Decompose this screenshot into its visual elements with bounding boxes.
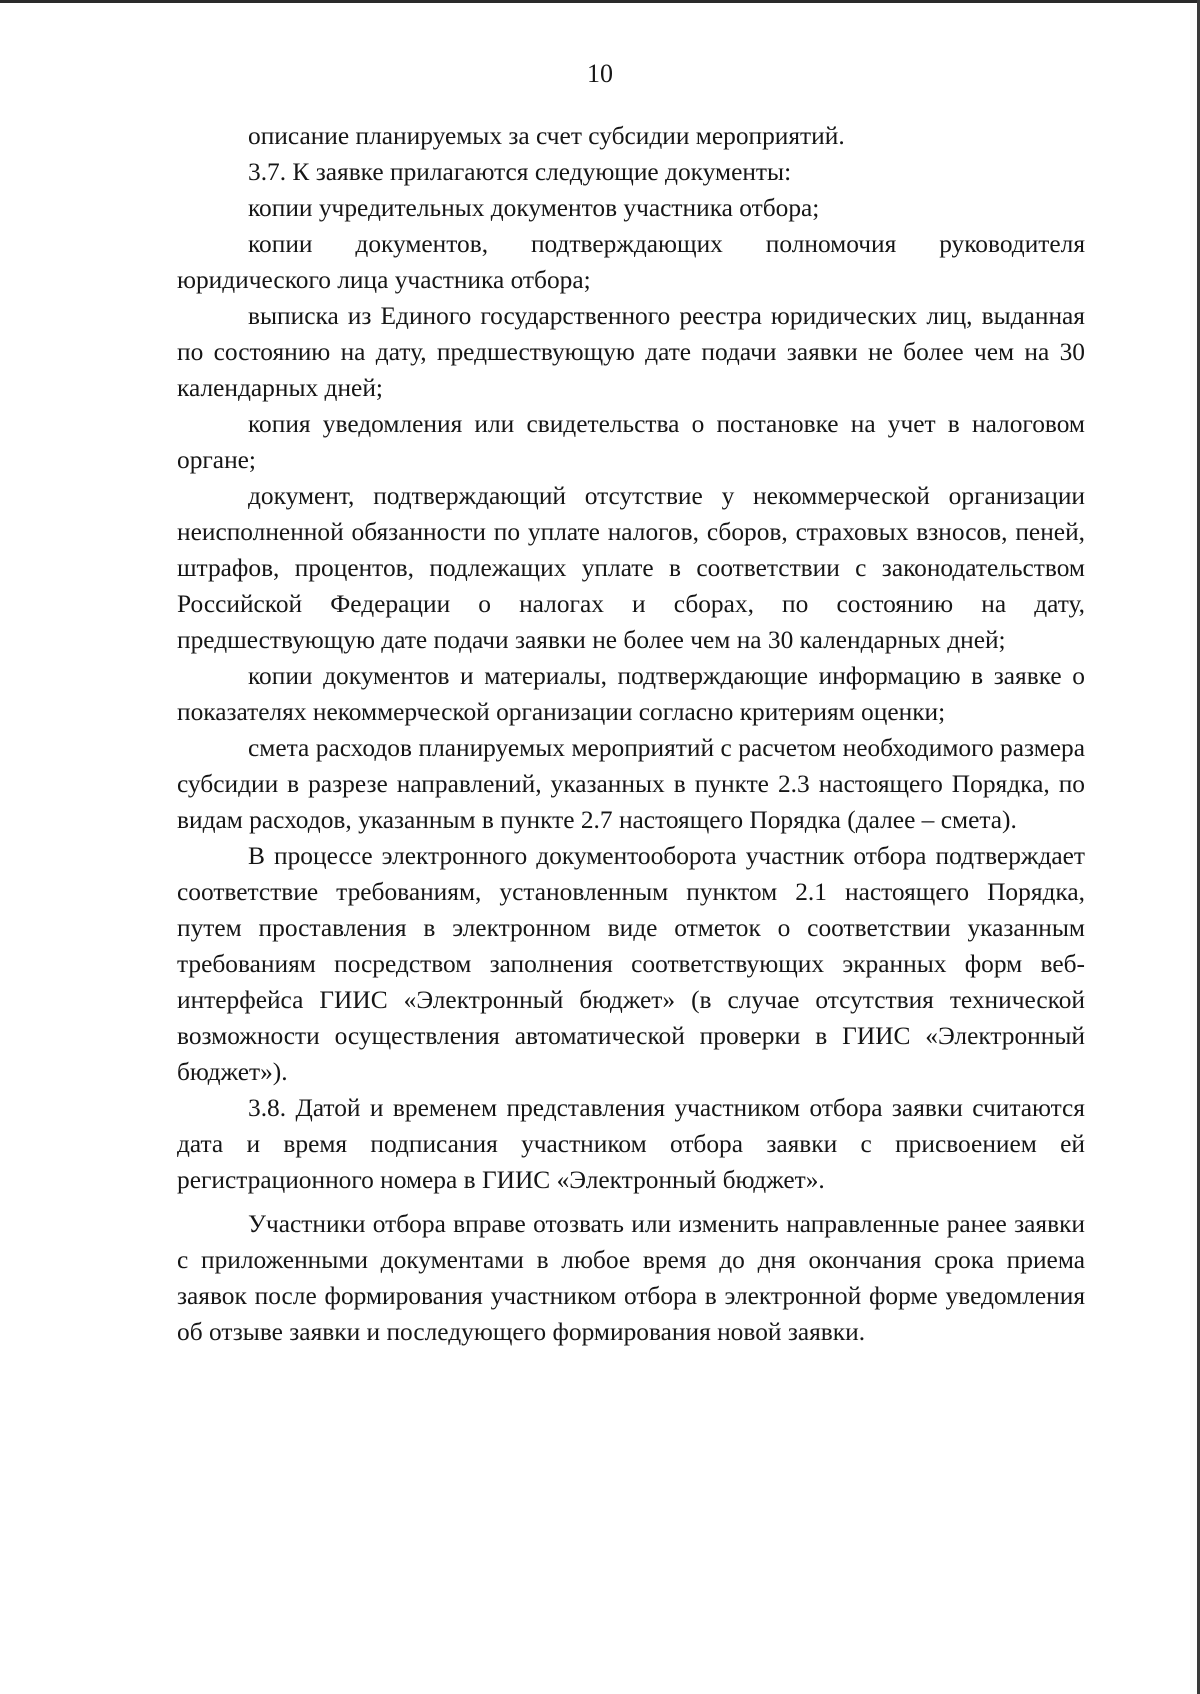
paragraph-3-8-submission-time: 3.8. Датой и временем представления участником отбора заявки считаются дата и время подписания участником отбора заявки с присвоением ей регистрационного номера в ГИИС «Электронный бюджет».	[177, 1094, 1085, 1194]
paragraph-no-tax-debt: документ, подтверждающий отсутствие у некоммерческой организации неисполненной обязанности по уплате налогов, сборов, страховых взносов, пеней, штрафов, процентов, подлежащих уплате в соответствии с законодательством Российской Федерации о налогах и сборах, по состоянию на дату, предшествующую дате подачи заявки не более чем на 30 календарных дней;	[177, 482, 1085, 654]
paragraph-founding-documents: копии учредительных документов участника отбора;	[248, 194, 820, 222]
paragraph-authority-documents: копии документов, подтверждающих полномочия руководителя юридического лица участника отбора;	[177, 230, 1085, 294]
page-number: 10	[587, 59, 613, 88]
paragraph-withdrawal: Участники отбора вправе отозвать или изменить направленные ранее заявки с приложенными документами в любое время до дня окончания срока приема заявок после формирования участником отбора в электронной форме уведомления об отзыве заявки и последующего формирования новой заявки.	[177, 1210, 1085, 1346]
paragraph-3-7-heading: 3.7. К заявке прилагаются следующие документы:	[248, 158, 792, 186]
paragraph-cost-estimate: смета расходов планируемых мероприятий с расчетом необходимого размера субсидии в разрезе направлений, указанных в пункте 2.3 настоящего Порядка, по видам расходов, указанным в пункте 2.7 настоящего Порядка (далее – смета).	[177, 734, 1085, 834]
paragraph-electronic-confirmation: В процессе электронного документооборота участник отбора подтверждает соответствие требованиям, установленным пунктом 2.1 настоящего Порядка, путем проставления в электронном виде отметок о соответствии указанным требованиям посредством заполнения соответствующих экранных форм веб-интерфейса ГИИС «Электронный бюджет» (в случае отсутствия технической возможности осуществления автоматической проверки в ГИИС «Электронный бюджет»).	[177, 842, 1085, 1086]
paragraph-criteria-materials: копии документов и материалы, подтверждающие информацию в заявке о показателях некоммерческой организации согласно критериям оценки;	[177, 662, 1085, 726]
scan-edge-top	[0, 0, 1200, 3]
paragraph-registry-extract: выписка из Единого государственного реестра юридических лиц, выданная по состоянию на дату, предшествующую дате подачи заявки не более чем на 30 календарных дней;	[177, 302, 1085, 402]
document-body	[177, 118, 1085, 1350]
paragraph-subsidy-description: описание планируемых за счет субсидии мероприятий.	[248, 122, 845, 150]
paragraph-tax-registration: копия уведомления или свидетельства о постановке на учет в налоговом органе;	[177, 410, 1085, 474]
